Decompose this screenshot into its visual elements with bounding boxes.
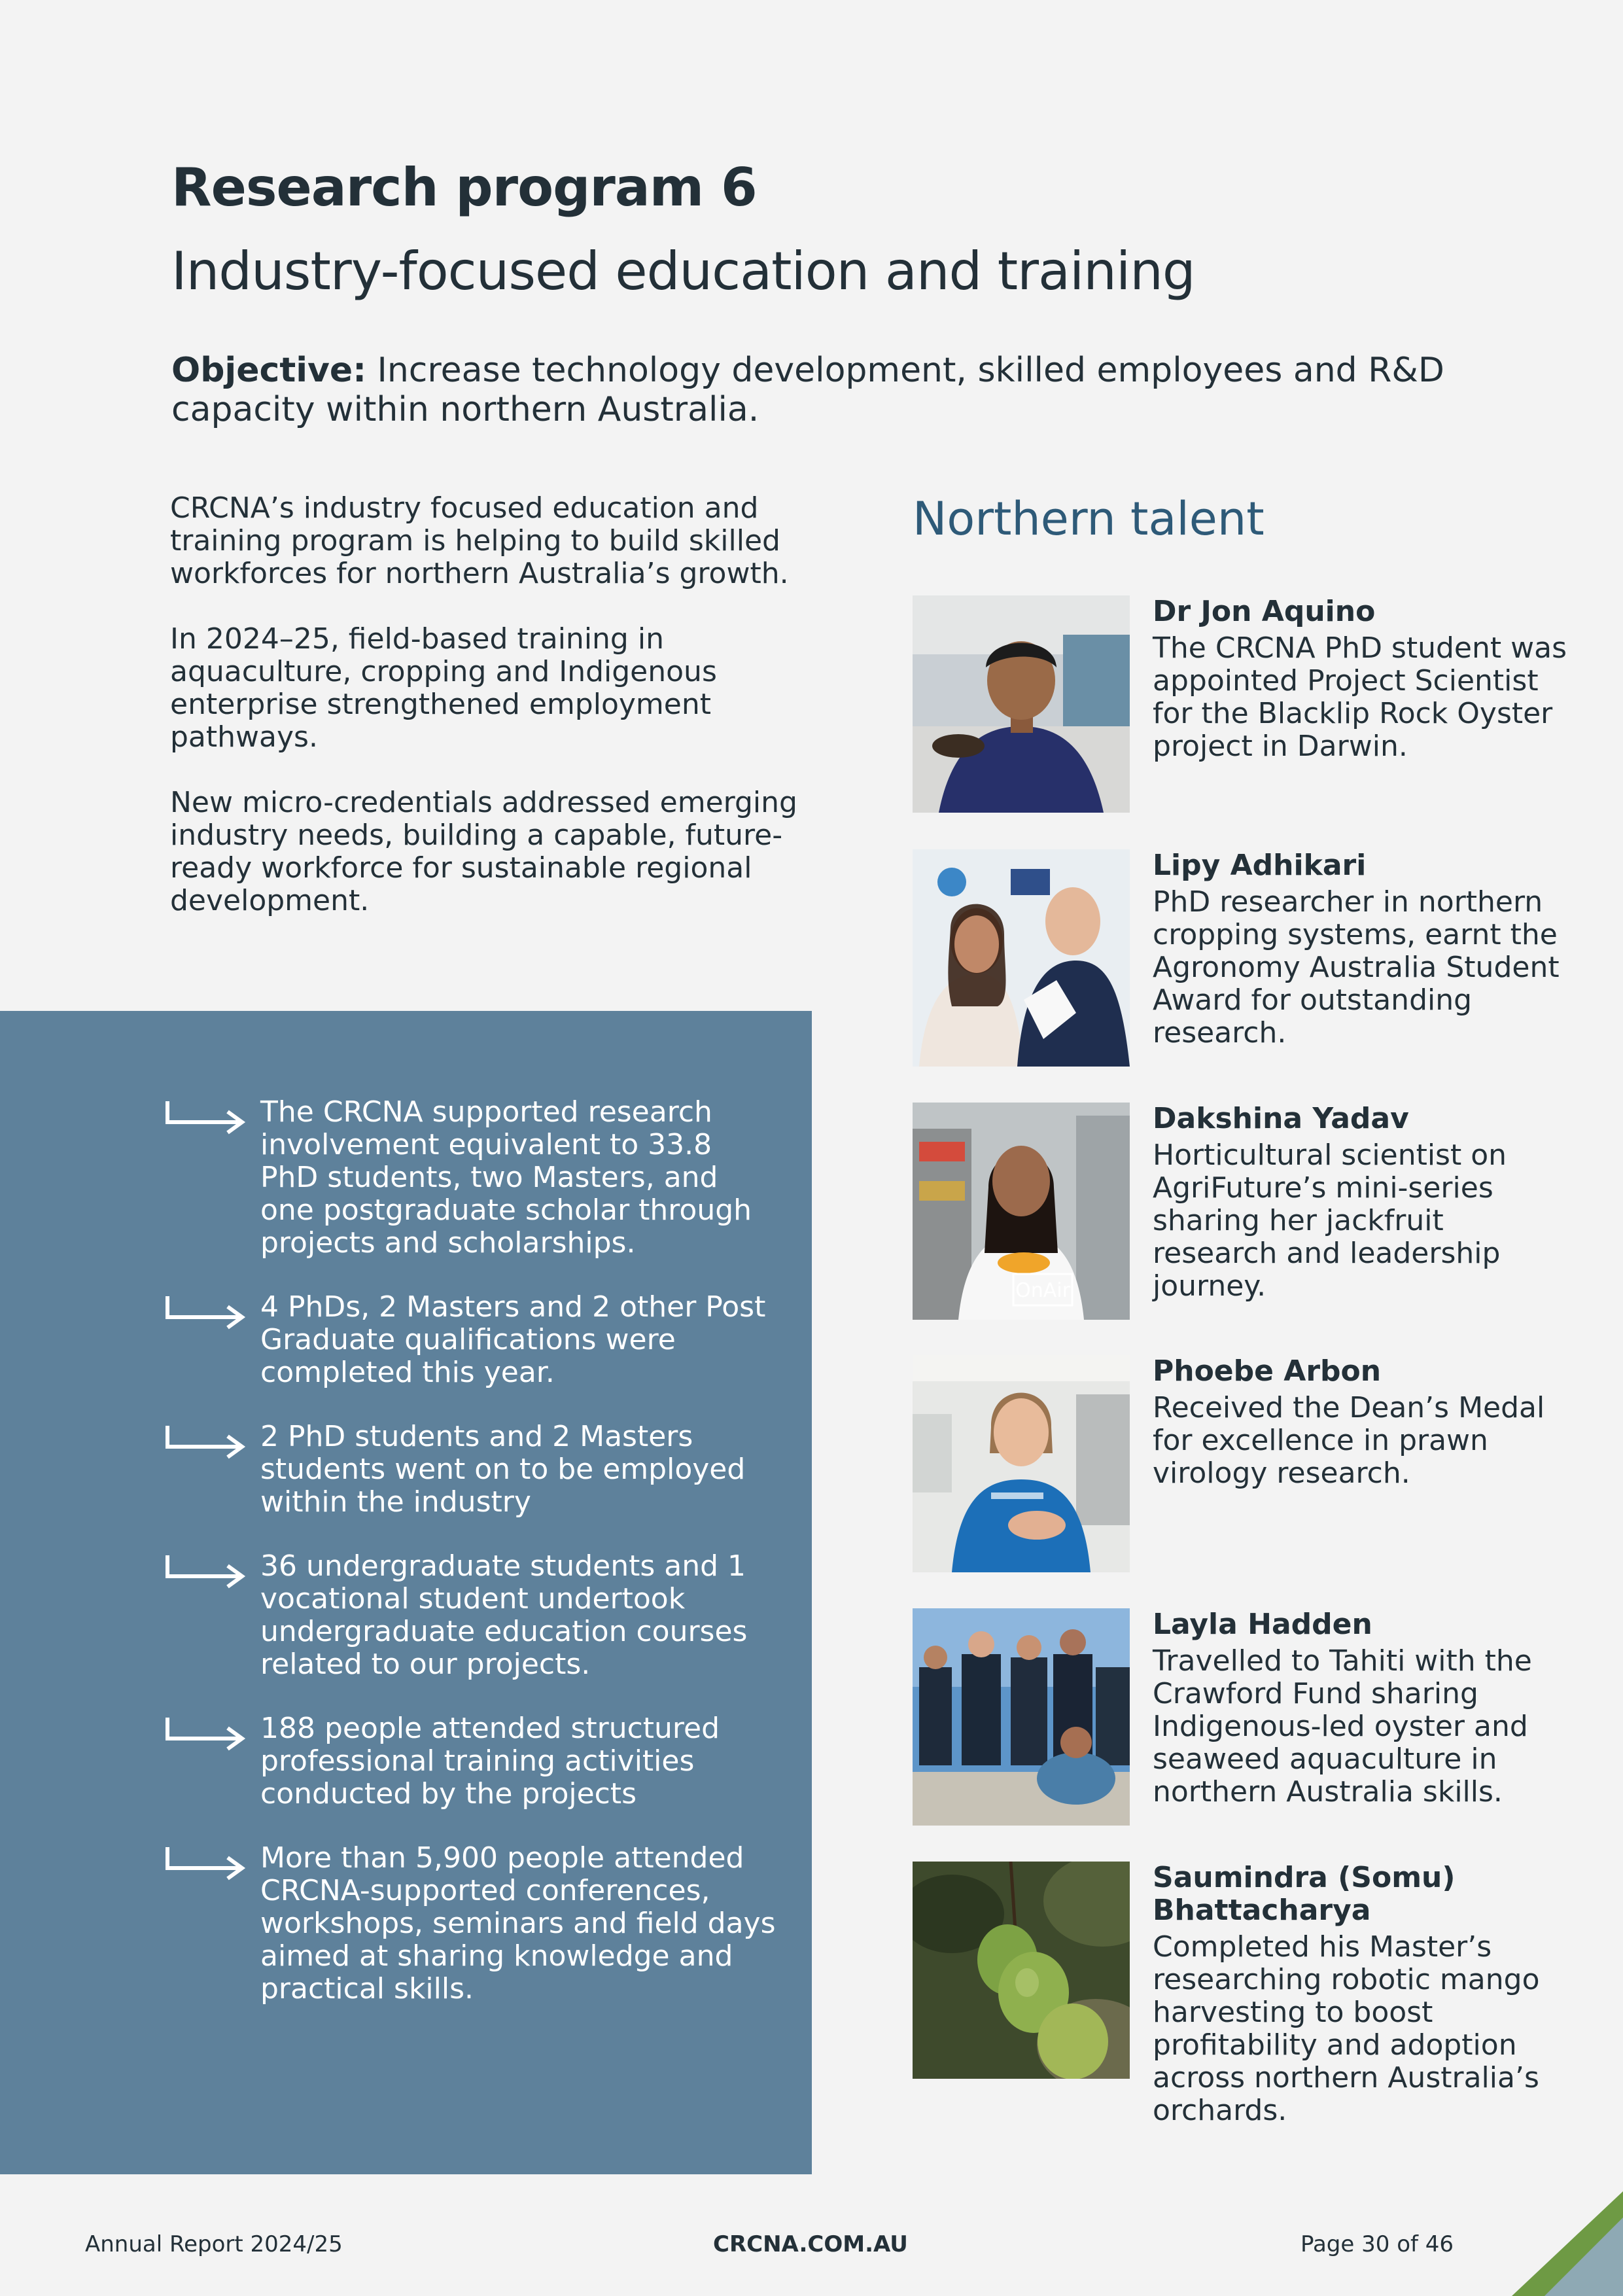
profile-description: Horticultural scientist on AgriFuture’s mini-series sharing her jackfruit research and leadership journey.: [1153, 1139, 1507, 1303]
profile-name: Dr Jon Aquino: [1153, 595, 1376, 628]
talent-profile: [913, 1861, 1573, 2127]
highlight-text: 2 PhD students and 2 Masters students went on to be employed within the industry: [260, 1420, 746, 1519]
profile-photo: [913, 595, 1130, 813]
highlight-text: 36 undergraduate students and 1 vocational student undertook undergraduate education courses related to our projects.: [260, 1549, 748, 1681]
profile-name: Lipy Adhikari: [1153, 849, 1367, 882]
highlight-item: [162, 1550, 777, 1681]
highlight-text: More than 5,900 people attended CRCNA-supported conferences, workshops, seminars and field days aimed at sharing knowledge and practical skills.: [260, 1841, 776, 2005]
profile-description: Received the Dean’s Medal for excellence in prawn virology research.: [1153, 1391, 1545, 1490]
footer-website-link[interactable]: CRCNA.COM.AU: [713, 2231, 908, 2257]
profile-name: Saumindra (Somu) Bhattacharya: [1153, 1861, 1456, 1927]
highlight-text: 188 people attended structured professional training activities conducted by the projects: [260, 1712, 720, 1810]
profile-description: The CRCNA PhD student was appointed Project Scientist for the Blacklip Rock Oyster project in Darwin.: [1153, 631, 1567, 763]
talent-profile: [913, 1608, 1573, 1831]
northern-talent-heading: Northern talent: [913, 492, 1265, 546]
highlight-text: 4 PhDs, 2 Masters and 2 other Post Graduate qualifications were completed this year.: [260, 1290, 766, 1389]
intro-text: [170, 492, 837, 950]
profile-photo: [913, 1103, 1130, 1320]
talent-profile: [913, 1103, 1573, 1325]
profile-description: Travelled to Tahiti with the Crawford Fund sharing Indigenous-led oyster and seaweed aquaculture in northern Australia skills.: [1153, 1644, 1532, 1809]
corner-decoration: [1512, 2191, 1623, 2296]
profile-photo: [913, 1862, 1130, 2079]
profile-info: [1153, 1862, 1571, 2127]
arrow-right-hook-icon: [162, 1096, 260, 1135]
profile-info: [1153, 595, 1571, 763]
profile-photo: [913, 1608, 1130, 1826]
highlight-item: [162, 1712, 777, 1810]
profile-info: [1153, 1103, 1571, 1303]
intro-paragraph: New micro-credentials addressed emerging industry needs, building a capable, future-ready workforce for sustainable regional development.: [170, 786, 797, 917]
profile-photo: [913, 849, 1130, 1067]
highlights-list: [162, 1096, 777, 2037]
page-subtitle: Industry-focused education and training: [171, 241, 1195, 302]
highlight-item: [162, 1291, 777, 1389]
arrow-right-hook-icon: [162, 1842, 260, 1881]
profile-name: Layla Hadden: [1153, 1608, 1372, 1641]
profile-name: Phoebe Arbon: [1153, 1354, 1382, 1388]
profile-info: [1153, 1355, 1571, 1490]
footer-report-title: Annual Report 2024/25: [85, 2231, 343, 2257]
profile-photo: [913, 1355, 1130, 1572]
intro-paragraph: In 2024–25, field-based training in aquaculture, cropping and Indigenous enterprise strengthened employment pathways.: [170, 622, 717, 754]
objective-text: Increase technology development, skilled employees and R&D capacity within northern Australia.: [171, 351, 1444, 429]
profile-description: PhD researcher in northern cropping systems, earnt the Agronomy Australia Student Award for outstanding research.: [1153, 885, 1560, 1050]
objective-statement: [171, 351, 1545, 429]
onair-logo: OnAir: [1015, 1279, 1070, 1302]
talent-profile: [913, 849, 1573, 1072]
highlight-item: [162, 1421, 777, 1519]
highlight-item: [162, 1842, 777, 2005]
arrow-right-hook-icon: [162, 1421, 260, 1460]
arrow-right-hook-icon: [162, 1712, 260, 1752]
profile-description: Completed his Master’s researching robotic mango harvesting to boost profitability and adoption across northern Australia’s orchards.: [1153, 1930, 1540, 2127]
objective-label: Objective:: [171, 351, 366, 390]
profile-name: Dakshina Yadav: [1153, 1102, 1409, 1135]
talent-profile: [913, 595, 1573, 818]
page-title: Research program 6: [171, 157, 757, 218]
footer-page-number: Page 30 of 46: [1300, 2231, 1454, 2257]
arrow-right-hook-icon: [162, 1291, 260, 1330]
profile-info: [1153, 849, 1571, 1050]
highlight-item: [162, 1096, 777, 1260]
highlight-text: The CRCNA supported research involvement equivalent to 33.8 PhD students, two Masters, and one postgraduate scholar through projects and scholarships.: [260, 1095, 752, 1260]
arrow-right-hook-icon: [162, 1550, 260, 1589]
talent-profile: [913, 1355, 1573, 1578]
profile-info: [1153, 1608, 1571, 1809]
intro-paragraph: CRCNA’s industry focused education and training program is helping to build skilled workforces for northern Australia’s growth.: [170, 491, 789, 590]
